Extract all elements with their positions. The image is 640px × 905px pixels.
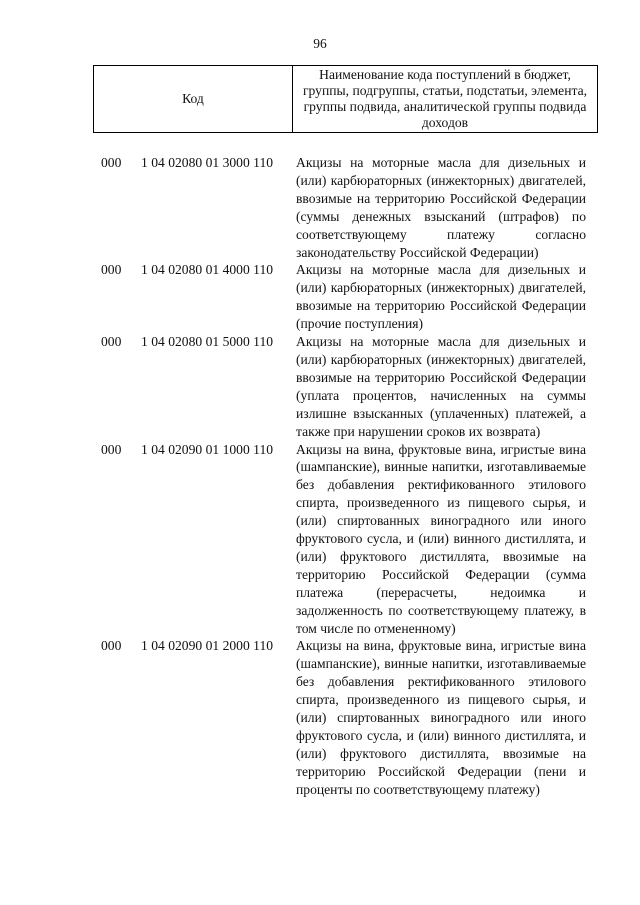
admin-code: 000 <box>101 441 122 457</box>
income-code: 1 04 02080 01 5000 110 <box>141 334 274 350</box>
income-name: Акцизы на вина, фруктовые вина, игристые вина (шампанские), винные напитки, изготавливаемые без добавления ректификованного этилового спирта, произведенного из пищевого сырья, и (или) спиртованных виноградного или иного фруктового сусла, и (или) винного дистиллята, и (или) фруктового дистиллята, ввозимые на территорию Российской Федерации (пени и проценты по соответствующему платежу) <box>296 638 586 797</box>
income-code: 1 04 02090 01 2000 110 <box>141 638 274 654</box>
table-row <box>101 333 591 440</box>
income-name: Акцизы на вина, фруктовые вина, игристые вина (шампанские), винные напитки, изготавливаемые без добавления ректификованного этилового спирта, произведенного из пищевого сырья, и (или) спиртованных виноградного или иного фруктового сусла, и (или) винного дистиллята, и (или) фруктового дистиллята, ввозимые на территорию Российской Федерации (сумма платежа (перерасчеты, недоимка и задолженность по соответствующему платежу, в том числе по отмененному) <box>296 441 586 636</box>
table-row <box>101 154 591 261</box>
header-name-label: Наименование кода поступлений в бюджет, группы, подгруппы, статьи, подстатьи, элемента, группы подвида, аналитической группы подвида доходов <box>302 66 588 131</box>
page-number: 96 <box>313 36 327 51</box>
income-code: 1 04 02080 01 3000 110 <box>141 155 274 170</box>
admin-code: 000 <box>101 638 122 654</box>
income-code: 1 04 02090 01 1000 110 <box>141 441 274 457</box>
table-row <box>101 637 591 798</box>
admin-code: 000 <box>101 334 122 350</box>
table-row <box>101 261 591 333</box>
table-header <box>93 65 598 133</box>
admin-code: 000 <box>101 262 122 278</box>
income-name: Акцизы на моторные масла для дизельных и (или) карбюраторных (инжекторных) двигателей, ввозимые на территорию Российской Федерации (уплата процентов, начисленных на суммы излишне взысканных (уплаченных) платежей, а также при нарушении сроков их возврата) <box>296 334 586 439</box>
admin-code: 000 <box>101 155 122 170</box>
code-list <box>101 154 591 799</box>
income-name: Акцизы на моторные масла для дизельных и (или) карбюраторных (инжекторных) двигателей, ввозимые на территорию Российской Федерации (прочие поступления) <box>296 262 586 332</box>
income-name: Акцизы на моторные масла для дизельных и (или) карбюраторных (инжекторных) двигателей, ввозимые на территорию Российской Федерации (суммы денежных взысканий (штрафов) по соответствующему платежу согласно законодательству Российской Федерации) <box>296 155 586 260</box>
income-code: 1 04 02080 01 4000 110 <box>141 262 274 278</box>
table-row <box>101 441 591 638</box>
header-code-label: Код <box>94 66 293 132</box>
